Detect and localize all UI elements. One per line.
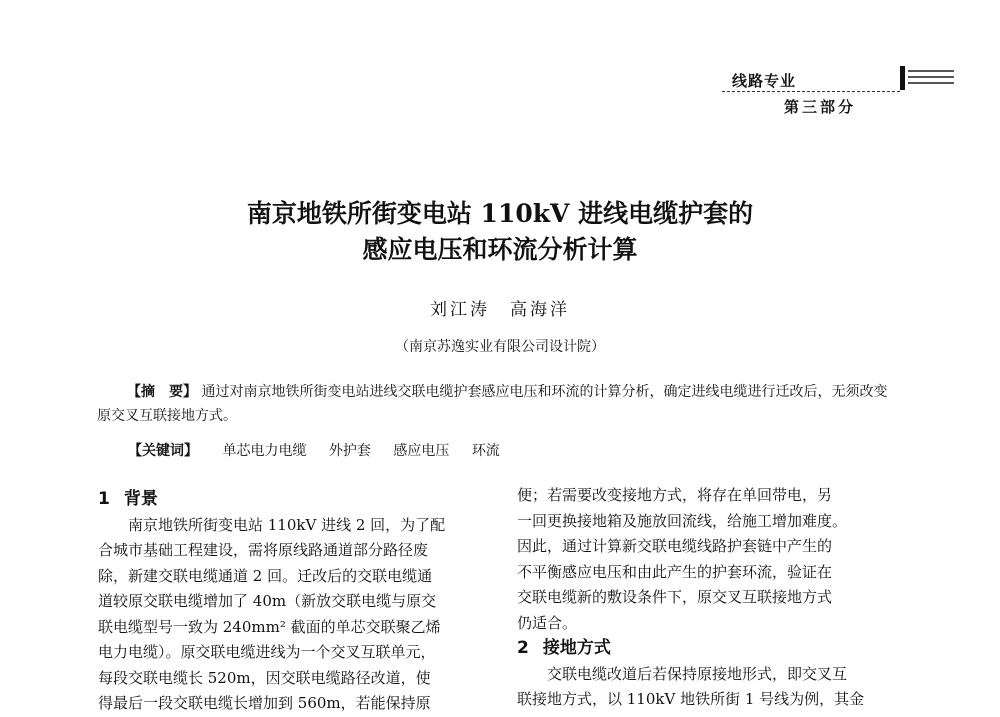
body-line: 联接地方式，以 110kV 地铁所街 1 号线为例，其金 (517, 690, 865, 708)
body-line: 得最后一段交联电缆长增加到 560m，若能保持原 (98, 694, 431, 712)
right-column (517, 483, 900, 713)
body-line: 仍适合。 (517, 613, 578, 632)
body-line: 每段交联电缆长 520m，因交联电缆路径改道，使 (98, 668, 431, 687)
header-dashed-rule (722, 91, 900, 92)
abstract (97, 380, 900, 428)
body-line: 电力电缆）。原交联电缆进线为一个交叉互联单元， (98, 643, 436, 661)
section-heading-grounding: 2 接地方式 (517, 638, 611, 658)
body-line: 道较原交联电缆增加了 40m（新放交联电缆与原交 (98, 592, 437, 610)
section-heading-background: 1 背景 (98, 489, 158, 509)
header-marker-icon (900, 66, 956, 90)
section-body-background (98, 513, 482, 717)
keywords (128, 440, 518, 460)
body-line: 因此，通过计算新交联电缆线路护套链中产生的 (517, 537, 833, 555)
keyword: 单芯电力电缆 (222, 443, 307, 459)
section-body-grounding (517, 662, 900, 713)
body-line: 不平衡感应电压和由此产生的护套环流，验证在 (517, 562, 833, 581)
keyword: 外护套 (328, 443, 371, 459)
header-part-label: 第三部分 (784, 98, 857, 116)
section-body-continued (517, 483, 900, 636)
title-line-2: 感应电压和环流分析计算 (362, 235, 638, 264)
body-line: 交联电缆改道后若保持原接地形式，即交叉互 (547, 664, 848, 683)
body-line: 合城市基础工程建设，需将原线路通道部分路径废 (98, 541, 429, 559)
abstract-text: 通过对南京地铁所街变电站进线交联电缆护套感应电压和环流的计算分析，确定进线电缆进行迁改后，无须改变原交叉互联接地方式。 (97, 384, 888, 424)
header-section-label: 线路专业 (732, 72, 797, 90)
body-line: 除，新建交联电缆通道 2 回。迁改后的交联电缆通 (98, 566, 433, 585)
authors: 刘江涛 高海洋 (430, 300, 570, 320)
keyword: 感应电压 (393, 443, 450, 459)
keyword: 环流 (471, 443, 500, 459)
body-line: 一回更换接地箱及施放回流线，给施工增加难度。 (517, 511, 848, 530)
title-line-1: 南京地铁所街变电站 110kV 进线电缆护套的 (246, 199, 754, 228)
abstract-label: 【摘 要】 (127, 384, 197, 400)
keywords-label: 【关键词】 (128, 443, 198, 459)
left-column (98, 487, 482, 717)
body-line: 南京地铁所街变电站 110kV 进线 2 回，为了配 (128, 515, 446, 534)
body-line: 交联电缆新的敷设条件下，原交叉互联接地方式 (517, 588, 833, 606)
affiliation: （南京苏逸实业有限公司设计院） (395, 339, 605, 355)
body-line: 便；若需要改变接地方式，将存在单回带电，另 (517, 486, 833, 504)
body-line: 联电缆型号一致为 240mm² 截面的单芯交联聚乙烯 (98, 617, 441, 636)
